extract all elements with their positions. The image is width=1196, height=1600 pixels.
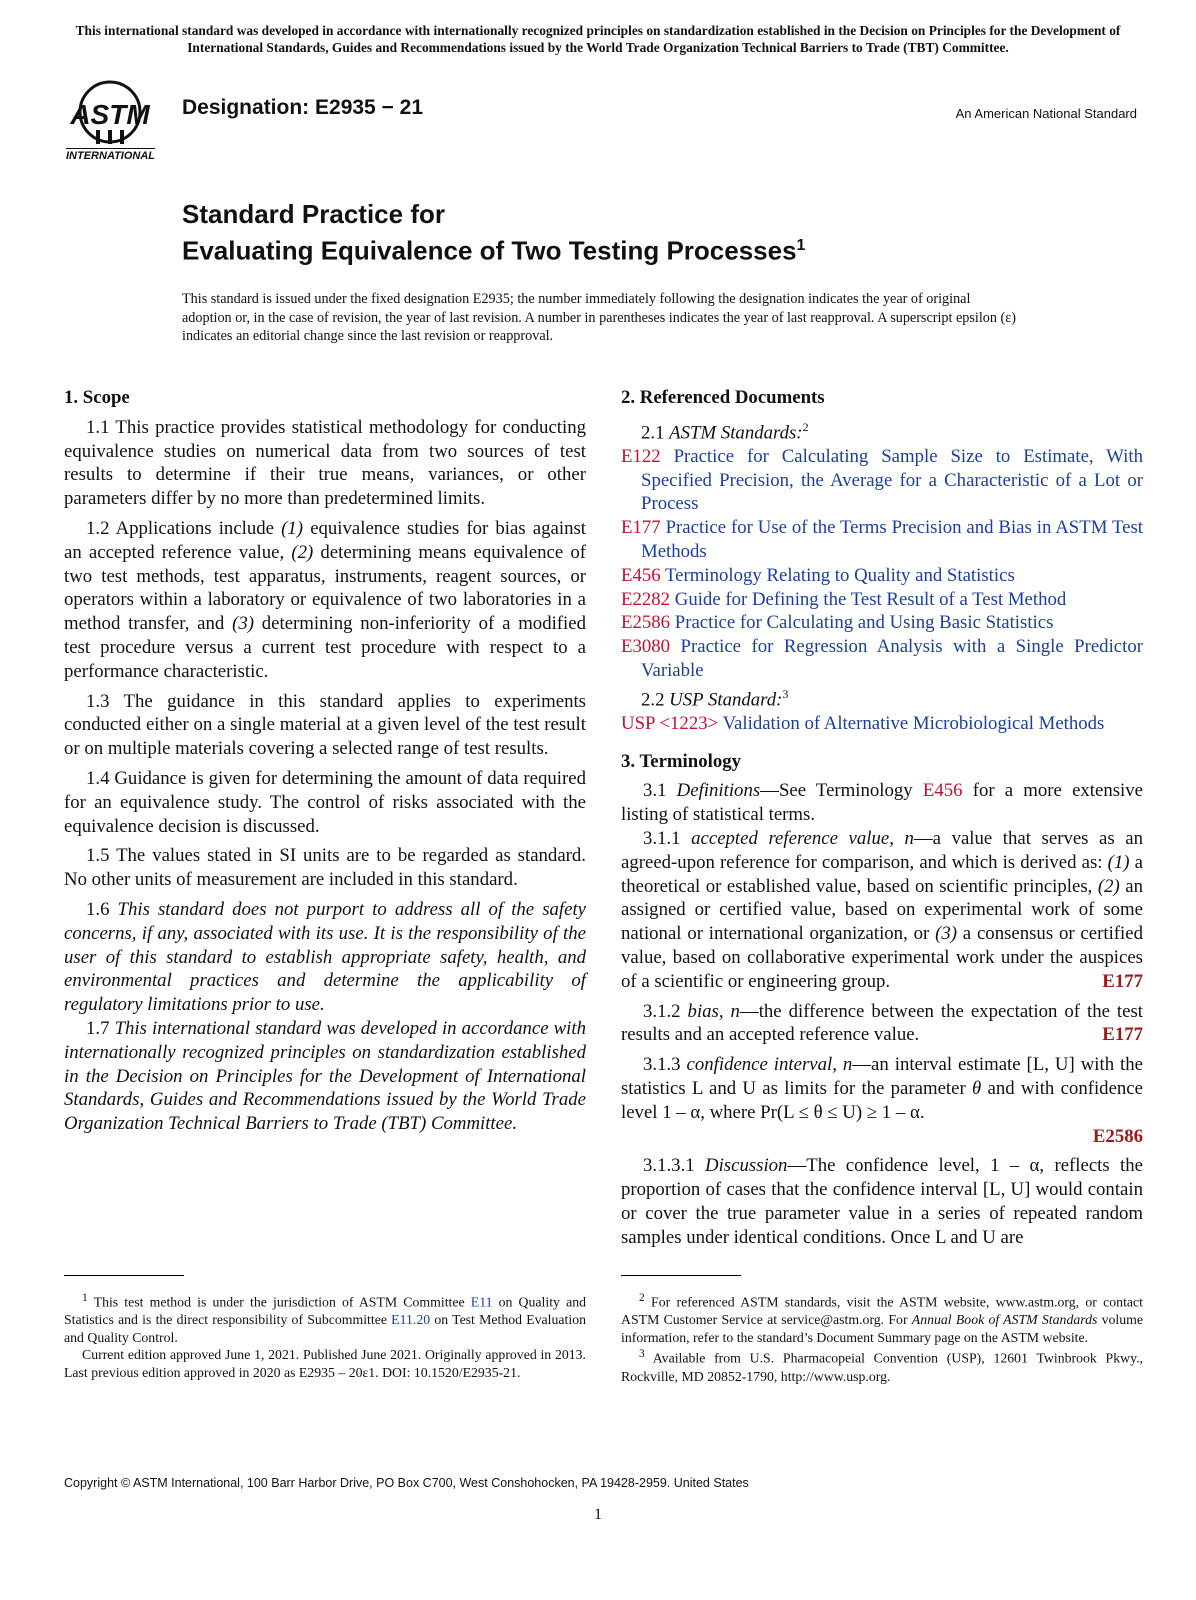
footnote-1-text: This test method is under the jurisdiction of ASTM Committee [87, 1294, 471, 1310]
para-3-1-1-text: a theoretical or established value, based on scientific principles, [621, 851, 1143, 897]
para-1-7-number: 1.7 [86, 1017, 115, 1039]
astm-standards-footnote-mark: 2 [802, 419, 809, 434]
footnote-1-edition: Current edition approved June 1, 2021. Published June 2021. Originally approved in 2013. Last previous edition approved in 2020 as E2935 – 20ε1. DOI: 10.1520/E2935-21. [64, 1347, 586, 1380]
title-line-2 [182, 230, 805, 267]
reference-code[interactable]: E2586 [621, 612, 671, 634]
right-column [621, 386, 1143, 1256]
para-3-1-3-source[interactable]: E2586 [1092, 1125, 1143, 1147]
para-1-3: 1.3 The guidance in this standard applies to experiments conducted either on a single material at a given level of the test result or on multiple materials covering a selected range of test results. [64, 690, 586, 760]
usp-footnote-mark: 3 [782, 686, 789, 701]
footnote-1 [64, 1290, 586, 1382]
para-3-1-3-source-line [621, 1125, 1143, 1149]
para-1-2-enum: (1) [281, 517, 304, 539]
para-1-2-text: determining means equivalence of two test methods, test apparatus, instruments, reagent sources, or operators within a laboratory or equivalence of two laboratories in a method transfer, and [64, 541, 587, 635]
footnote-1-text: on Quality and Statistics and is the direct responsibility of Subcommittee [64, 1294, 586, 1328]
terminology-heading: 3. Terminology [621, 750, 742, 772]
wto-notice: This international standard was developed in accordance with internationally recognized principles on standardization established in the Decision on Principles for the Development of International Standards, Guides and Recommendations issued by the World Trade Organization Technical Barriers to Trade (TBT) Committee. [75, 23, 1121, 55]
reference-code[interactable]: E2282 [621, 588, 671, 610]
footnote-divider-right [621, 1275, 741, 1276]
footnote-2-3 [621, 1290, 1143, 1385]
para-3-1-3 [621, 1053, 1143, 1124]
usp-standard-number: 2.2 [641, 689, 670, 711]
reference-item-usp[interactable] [621, 712, 1143, 736]
title-line-2-text: Evaluating Equivalence of Two Testing Processes [182, 235, 797, 266]
reference-item[interactable] [621, 564, 1143, 588]
logo-international-text: INTERNATIONAL [66, 150, 156, 162]
title-line-1: Standard Practice for [182, 199, 445, 229]
para-3-1-3-text: and with confidence level 1 – α, where Pr(L ≤ θ ≤ U) ≥ 1 – α. [621, 1078, 1143, 1123]
reference-item[interactable] [621, 635, 1143, 683]
para-3-1-1-text: an assigned or certified value, based on experimental work of some national or international organization, or [621, 875, 1143, 945]
para-1-6-text: This standard does not purport to address all of the safety concerns, if any, associated with its use. It is the responsibility of the user of this standard to establish appropriate safety, health, and environmental practices and determine the applicability of regulatory limitations prior to use. [64, 898, 587, 1016]
reference-item[interactable] [621, 611, 1143, 635]
astm-standards-label [621, 416, 1143, 445]
footnote-1-para [64, 1290, 586, 1346]
para-3-1-3-term: confidence interval, n [686, 1054, 853, 1076]
para-3-1-3-1-term: Discussion [705, 1155, 788, 1177]
reference-title-usp[interactable]: Validation of Alternative Microbiological Methods [722, 712, 1105, 734]
designation: Designation: E2935 − 21 [182, 96, 424, 119]
left-column [64, 386, 586, 1142]
para-3-1-2-source[interactable]: E177 [1102, 1024, 1143, 1046]
para-1-2-text: determining non-inferiority of a modified test procedure versus a current test procedure with respect to a performance characteristic. [64, 613, 586, 682]
title-footnote-mark: 1 [796, 237, 806, 254]
usp-standard-label [621, 683, 1143, 712]
para-3-1-1-enum: (1) [1107, 851, 1130, 873]
reference-title[interactable]: Practice for Calculating and Using Basic Statistics [674, 612, 1054, 634]
usp-standard-text: USP Standard: [669, 689, 783, 711]
para-1-4: 1.4 Guidance is given for determining the amount of data required for an equivalence study. The control of risks associated with the equivalence decision is discussed. [64, 767, 586, 837]
para-3-1-2 [621, 1000, 1143, 1048]
reference-title[interactable]: Guide for Defining the Test Result of a Test Method [674, 588, 1067, 610]
para-1-7 [64, 1017, 586, 1136]
para-1-6-number: 1.6 [86, 898, 118, 920]
footnote-1-link[interactable]: E11.20 [391, 1312, 431, 1328]
para-1-6 [64, 898, 586, 1017]
para-3-1-1-source[interactable]: E177 [1102, 970, 1143, 992]
scope-heading: 1. Scope [64, 387, 130, 408]
para-3-1-1-number: 3.1.1 [643, 828, 692, 850]
footnote-2-text: For referenced ASTM standards, visit the ASTM website, www.astm.org, or contact ASTM Customer Service at service@astm.org. For [621, 1294, 1143, 1328]
footnote-1-mark: 1 [82, 1292, 88, 1304]
reference-title[interactable]: Practice for Regression Analysis with a Single Predictor Variable [641, 636, 1143, 682]
para-3-1-2-text: —the difference between the expectation of the test results and an accepted reference value. [621, 1000, 1143, 1046]
footnote-2 [621, 1290, 1143, 1346]
reference-code[interactable]: E3080 [621, 636, 671, 658]
para-3-1-term: Definitions [676, 780, 761, 802]
para-3-1-1-enum: (3) [935, 923, 957, 945]
footnote-1-link[interactable]: E11 [470, 1294, 493, 1310]
footnote-2-italic: Annual Book of ASTM Standards [911, 1312, 1098, 1328]
para-3-1-text: —See Terminology [760, 780, 923, 802]
reference-item[interactable] [621, 588, 1143, 612]
footnote-3-text: Available from U.S. Pharmacopeial Convention (USP), 12601 Twinbrook Pkwy., Rockville, MD 20852-1790, http://www.usp.org. [621, 1350, 1143, 1384]
para-1-2-text: 1.2 Applications include [86, 517, 282, 539]
reference-item[interactable] [621, 445, 1143, 516]
referenced-documents-heading: 2. Referenced Documents [621, 387, 825, 408]
reference-title[interactable]: Practice for Use of the Terms Precision and Bias in ASTM Test Methods [641, 517, 1143, 563]
astm-standards-text: ASTM Standards: [669, 422, 803, 444]
para-3-1-3-theta: θ [972, 1078, 982, 1100]
astm-standards-number: 2.1 [641, 422, 670, 444]
para-3-1-3-1 [621, 1154, 1143, 1249]
reference-code[interactable]: E122 [621, 445, 661, 467]
para-1-2-enum: (3) [232, 613, 254, 635]
american-national-standard: An American National Standard [955, 106, 1137, 121]
para-3-1-number: 3.1 [643, 780, 677, 802]
para-3-1-text: for a more extensive listing of statistical terms. [621, 780, 1144, 826]
para-1-1: 1.1 This practice provides statistical methodology for conducting equivalence studies on numerical data from two sources of test results to determine if their true means, variances, or other parameters differ by no more than predetermined limits. [64, 416, 586, 510]
reference-item[interactable] [621, 516, 1143, 564]
para-1-2-text: equivalence studies for bias against an accepted reference value, [64, 517, 586, 563]
para-3-1-1-text: a consensus or certified value, based on collaborative experimental work under the auspices of a scientific or engineering group. [621, 923, 1143, 992]
para-3-1-1 [621, 827, 1143, 994]
footnote-2-mark: 2 [639, 1292, 645, 1304]
para-3-1-3-number: 3.1.3 [643, 1054, 687, 1076]
reference-title[interactable]: Terminology Relating to Quality and Statistics [665, 564, 1015, 586]
page-number: 1 [594, 1506, 602, 1523]
para-1-2-enum: (2) [291, 541, 314, 563]
svg-text:ASTM: ASTM [70, 99, 150, 130]
footnote-1-text: on Test Method Evaluation and Quality Control. [64, 1312, 586, 1345]
issue-note: This standard is issued under the fixed designation E2935; the number immediately following the designation indicates the year of original adoption or, in the case of revision, the year of last revision. A number in parentheses indicates the year of last reapproval. A superscript epsilon (ε) indicates an editorial change since the last revision or reapproval. [182, 291, 1016, 345]
para-3-1-1-enum: (2) [1097, 875, 1120, 897]
para-1-7-text: This international standard was developed in accordance with internationally recognized principles on standardization established in the Decision on Principles for the Development of International Standards, Guides and Recommendations issued by the World Trade Organization Technical Barriers to Trade (TBT) Committee. [64, 1017, 587, 1135]
copyright: Copyright © ASTM International, 100 Barr Harbor Drive, PO Box C700, West Conshohocken, PA 19428-2959. United States [64, 1476, 749, 1490]
document-title [182, 198, 805, 267]
para-3-1-3-1-number: 3.1.3.1 [643, 1155, 706, 1177]
reference-title[interactable]: Practice for Calculating Sample Size to Estimate, With Specified Precision, the Average for a Characteristic of a Lot or Process [641, 445, 1143, 515]
footnote-divider-left [64, 1275, 184, 1276]
para-3-1-2-number: 3.1.2 [643, 1000, 688, 1022]
reference-list [621, 445, 1143, 683]
para-1-5: 1.5 The values stated in SI units are to be regarded as standard. No other units of measurement are included in this standard. [64, 845, 586, 891]
reference-code-usp[interactable]: USP <1223> [621, 712, 719, 734]
footnote-3-mark: 3 [639, 1348, 645, 1361]
para-3-1 [621, 779, 1143, 827]
para-3-1-3-text: —an interval estimate [L, U] with the statistics L and U as limits for the parameter [621, 1054, 1143, 1100]
footnote-3 [621, 1346, 1143, 1385]
para-3-1-link[interactable]: E456 [922, 780, 963, 802]
para-1-2 [64, 517, 586, 684]
para-3-1-1-term: accepted reference value, n [691, 828, 914, 850]
para-3-1-3-1-text: —The confidence level, 1 – α, reflects the proportion of cases that the confidence interval [L, U] would contain or cover the true parameter value in a series of repeated random samples under identical conditions. Once L and U are [621, 1155, 1144, 1248]
reference-code[interactable]: E456 [621, 564, 661, 586]
footnote-2-text: volume information, refer to the standard’s Document Summary page on the ASTM website. [621, 1312, 1143, 1345]
para-3-1-1-text: —a value that serves as an agreed-upon reference for comparison, and which is derived as: [621, 828, 1144, 873]
para-3-1-2-term: bias, n [687, 1000, 740, 1022]
reference-code[interactable]: E177 [621, 517, 661, 539]
